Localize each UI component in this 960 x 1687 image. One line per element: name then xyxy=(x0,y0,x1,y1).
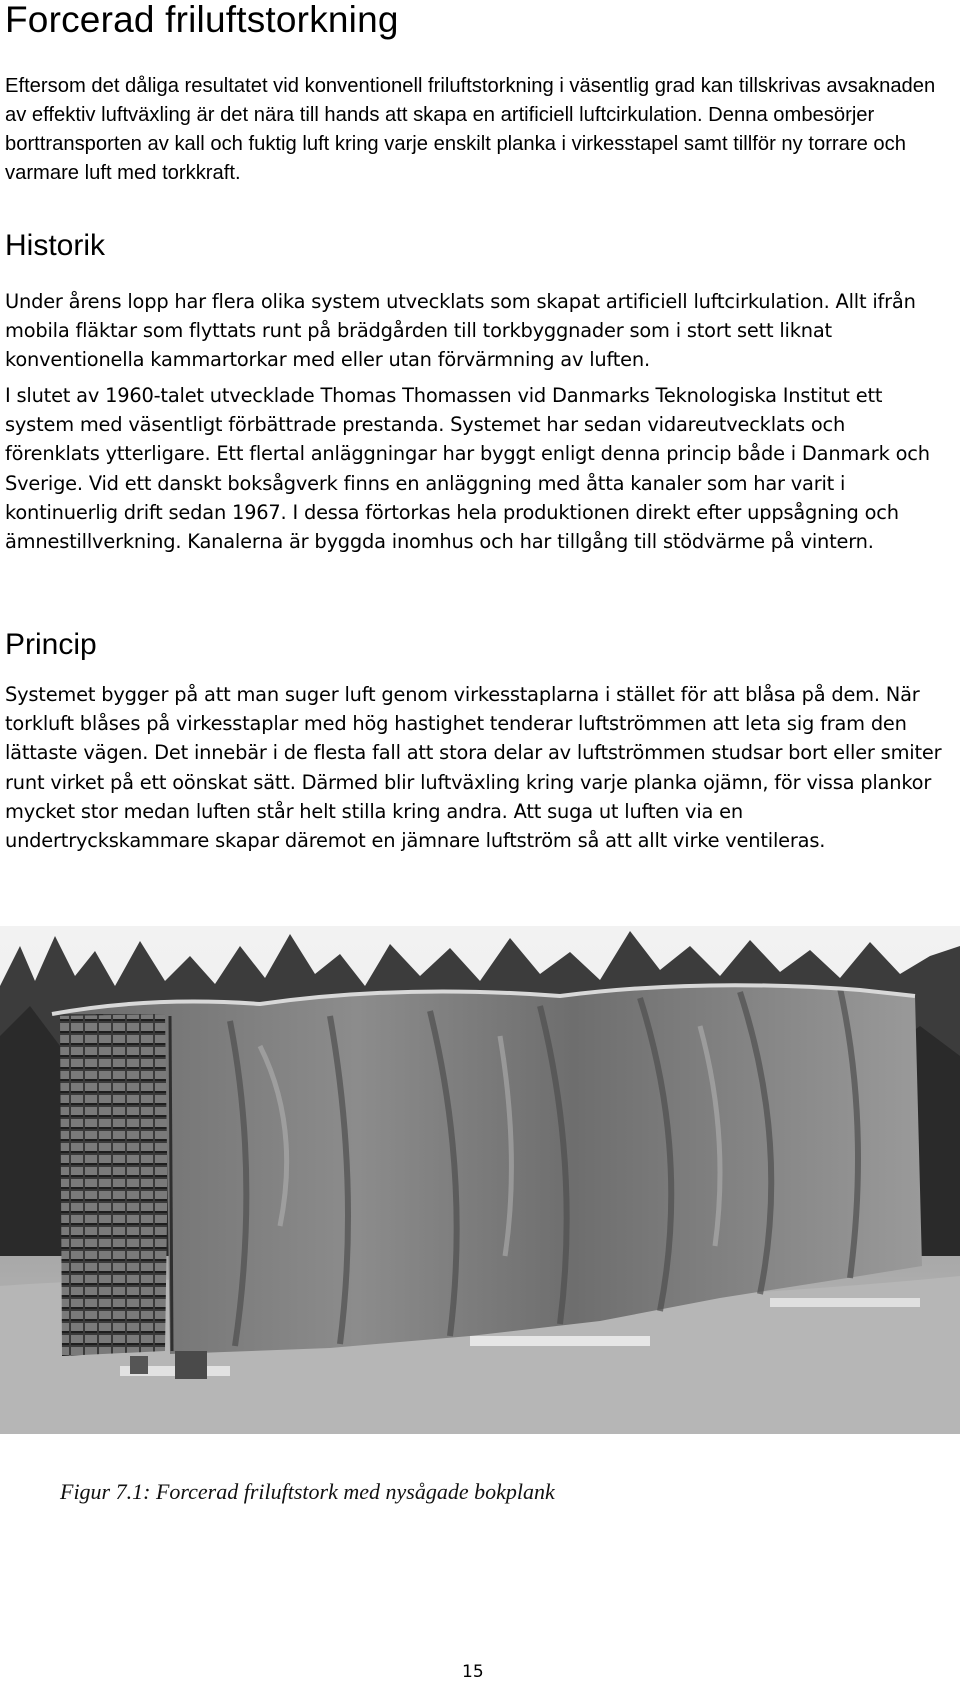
historik-paragraph-2: I slutet av 1960-talet utvecklade Thomas Thomassen vid Danmarks Teknologiska Institut ett system med väsentligt förbättrade prestanda. Systemet har sedan vidareutvecklats och förenklats ytterligare. Ett flertal anläggningar har byggt enligt denna princip både i Danmark och Sverige. Vid ett danskt boksågverk finns en anläggning med åtta kanaler som har varit i kontinuerlig drift sedan 1967. I dessa förtorkas hela produktionen direkt efter uppsågning och ämnestillverkning. Kanalerna är byggda inomhus och har tillgång till stödvärme på vintern. xyxy=(5,384,930,554)
historik-paragraph-1: Under årens lopp har flera olika system utvecklats som skapat artificiell luftcirkulation. Allt ifrån mobila fläktar som flyttats runt på brädgården till torkbyggnader som i stort sett liknat konventionella kammartorkar med eller utan förvärmning av luften. xyxy=(5,290,916,372)
intro-paragraph: Eftersom det dåliga resultatet vid konventionell friluftstorkning i väsentlig grad kan tillskrivas avsaknaden av effektiv luftväxling är det nära till hands att skapa en artificiell luftcirkulation. Denna ombesörjer borttransporten av kall och fuktig luft kring varje enskilt planka i virkesstapel samt tillför ny torrare och varmare luft med torkkraft. xyxy=(5,75,936,184)
section-heading-historik: Historik xyxy=(5,229,106,262)
page-number: 15 xyxy=(462,1662,484,1682)
figure-caption: Figur 7.1: Forcerad friluftstork med nysågade bokplank xyxy=(60,1479,555,1504)
princip-paragraph: Systemet bygger på att man suger luft genom virkesstaplarna i stället för att blåsa på dem. När torkluft blåses på virkesstaplar med hög hastighet tenderar luftströmmen att leta sig fram den lättaste vägen. Det innebär i de flesta fall att stora delar av luftströmmen studsar bort eller smiter runt virket på ett oönskat sätt. Därmed blir luftväxling kring varje planka ojämn, för vissa plankor mycket stor medan luften står helt stilla kring andra. Att suga ut luften via en undertryckskammare skapar däremot en jämnare luftström så att allt virke ventileras. xyxy=(5,683,942,853)
figure-photo xyxy=(0,926,960,1434)
section-heading-princip: Princip xyxy=(5,628,97,661)
page-title: Forcerad friluftstorkning xyxy=(5,0,399,40)
